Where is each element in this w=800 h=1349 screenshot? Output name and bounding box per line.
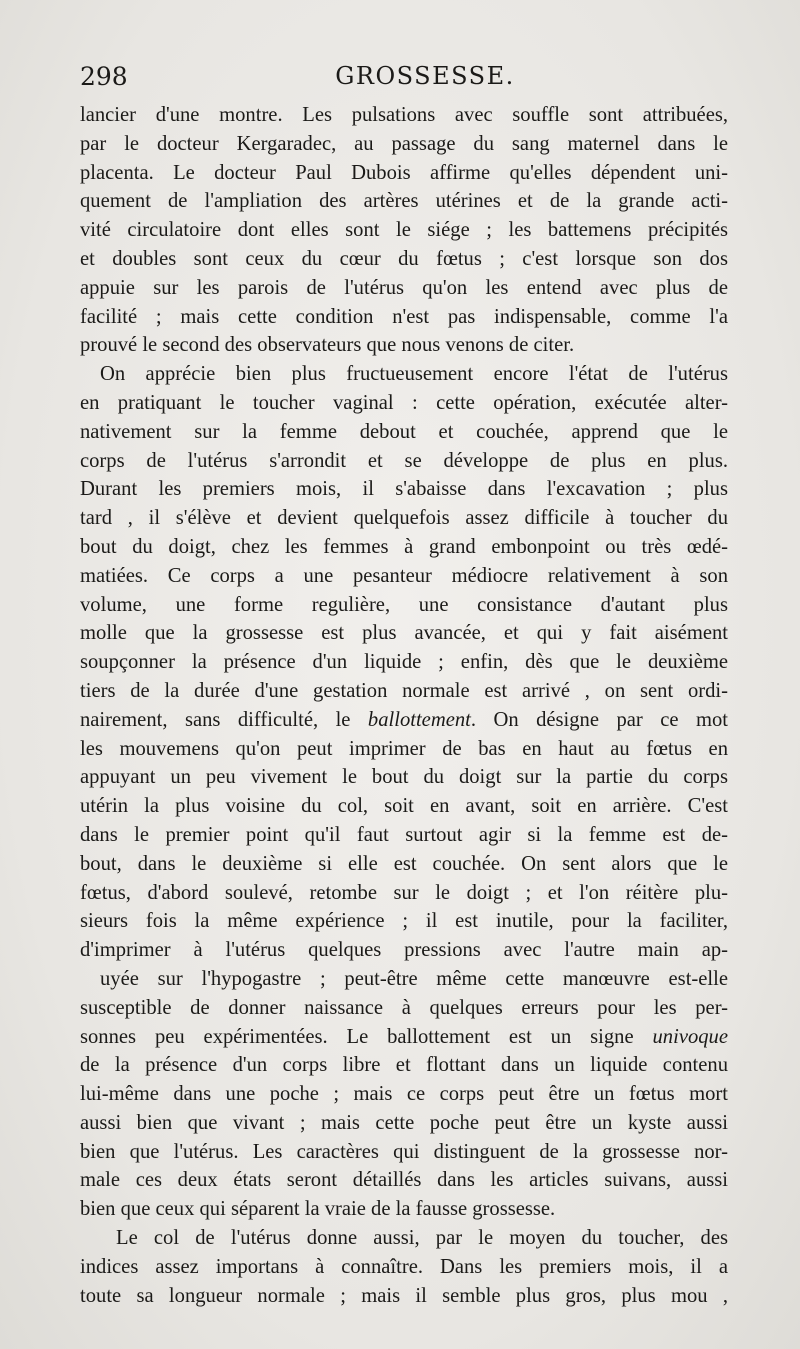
text-line: vité circulatoire dont elles sont le siége ; les battemens précipités	[80, 219, 728, 242]
paragraph	[80, 101, 728, 360]
text-line: Durant les premiers mois, il s'abaisse dans l'excavation ; plus	[80, 478, 728, 501]
text-line: les mouvemens qu'on peut imprimer de bas en haut au fœtus en	[80, 737, 728, 760]
text-line: dans le premier point qu'il faut surtout agir si la femme est de-	[80, 823, 728, 846]
text-line: matiées. Ce corps a une pesanteur médiocre relativement à son	[80, 564, 728, 587]
text-line: On apprécie bien plus fructueusement encore l'état de l'utérus	[100, 363, 728, 386]
text-line: fœtus, d'abord soulevé, retombe sur le doigt ; et l'on réitère plu-	[80, 881, 728, 904]
text-line: appuyant un peu vivement le bout du doigt sur la partie du corps	[80, 766, 728, 789]
italic-term: univoque	[652, 1025, 728, 1048]
text-line: sieurs fois la même expérience ; il est inutile, pour la faciliter,	[80, 910, 728, 933]
paragraph	[80, 360, 728, 1224]
running-title: GROSSESSE.	[335, 62, 515, 90]
text-line: molle que la grossesse est plus avancée, et qui y fait aisément	[80, 622, 728, 645]
text-line: et doubles sont ceux du cœur du fœtus ; c'est lorsque son dos	[80, 247, 728, 270]
text-line: en pratiquant le toucher vaginal : cette opération, exécutée alter-	[80, 391, 728, 414]
text-line: utérin la plus voisine du col, soit en avant, soit en arrière. C'est	[80, 795, 728, 818]
text-line: prouvé le second des observateurs que nous venons de citer.	[80, 334, 575, 357]
text-line: facilité ; mais cette condition n'est pas indispensable, comme l'a	[80, 305, 728, 328]
text-line	[80, 1023, 728, 1052]
text-line: corps de l'utérus s'arrondit et se développe de plus en plus.	[80, 449, 728, 472]
text-line: placenta. Le docteur Paul Dubois affirme qu'elles dépendent uni-	[80, 161, 728, 184]
text-line: Le col de l'utérus donne aussi, par le moyen du toucher, des	[116, 1227, 728, 1250]
text-line: bout, dans le deuxième si elle est couchée. On sent alors que le	[80, 852, 728, 875]
text-line: lancier d'une montre. Les pulsations avec souffle sont attribuées,	[80, 104, 728, 126]
text-line: lui-même dans une poche ; mais ce corps peut être un fœtus mort	[80, 1083, 728, 1106]
text-line: par le docteur Kergaradec, au passage du sang maternel dans le	[80, 132, 728, 155]
text-segment: sonnes peu expérimentées. Le ballottement est un signe	[80, 1025, 653, 1048]
text-line	[80, 706, 728, 735]
text-line: soupçonner la présence d'un liquide ; enfin, dès que le deuxième	[80, 651, 728, 674]
italic-term: ballottement	[367, 708, 471, 731]
text-segment: nairement, sans difficulté, le	[80, 708, 368, 731]
text-line: tard , il s'élève et devient quelquefois assez difficile à toucher du	[80, 507, 728, 530]
text-line: bien que l'utérus. Les caractères qui distinguent de la grossesse nor-	[80, 1140, 728, 1163]
text-line: bien que ceux qui séparent la vraie de la fausse grossesse.	[80, 1198, 556, 1221]
text-line: male ces deux états seront détaillés dans les articles suivans, aussi	[80, 1169, 728, 1192]
text-line: nativement sur la femme debout et couchée, apprend que le	[80, 420, 728, 443]
text-line: quement de l'ampliation des artères utérines et de la grande acti-	[80, 190, 728, 213]
text-line: uyée sur l'hypogastre ; peut-être même cette manœuvre est-elle	[100, 967, 728, 990]
text-line: susceptible de donner naissance à quelques erreurs pour les per-	[80, 996, 728, 1019]
body-text	[80, 101, 728, 1310]
text-line: bout du doigt, chez les femmes à grand embonpoint ou très œdé-	[80, 535, 728, 558]
text-line: volume, une forme regulière, une consistance d'autant plus	[80, 593, 728, 616]
text-line: toute sa longueur normale ; mais il semble plus gros, plus mou ,	[80, 1284, 728, 1307]
text-line: aussi bien que vivant ; mais cette poche peut être un kyste aussi	[80, 1111, 728, 1134]
text-line: appuie sur les parois de l'utérus qu'on les entend avec plus de	[80, 276, 728, 299]
page-number: 298	[80, 62, 128, 91]
paragraph	[80, 1224, 728, 1310]
page-header	[80, 62, 730, 98]
text-line: d'imprimer à l'utérus quelques pressions avec l'autre main ap-	[80, 939, 728, 962]
text-line: de la présence d'un corps libre et flottant dans un liquide contenu	[80, 1054, 728, 1077]
text-line: indices assez importans à connaître. Dans les premiers mois, il a	[80, 1255, 728, 1278]
text-segment: . On désigne par ce mot	[470, 708, 728, 731]
text-line: tiers de la durée d'une gestation normale est arrivé , on sent ordi-	[80, 679, 728, 702]
